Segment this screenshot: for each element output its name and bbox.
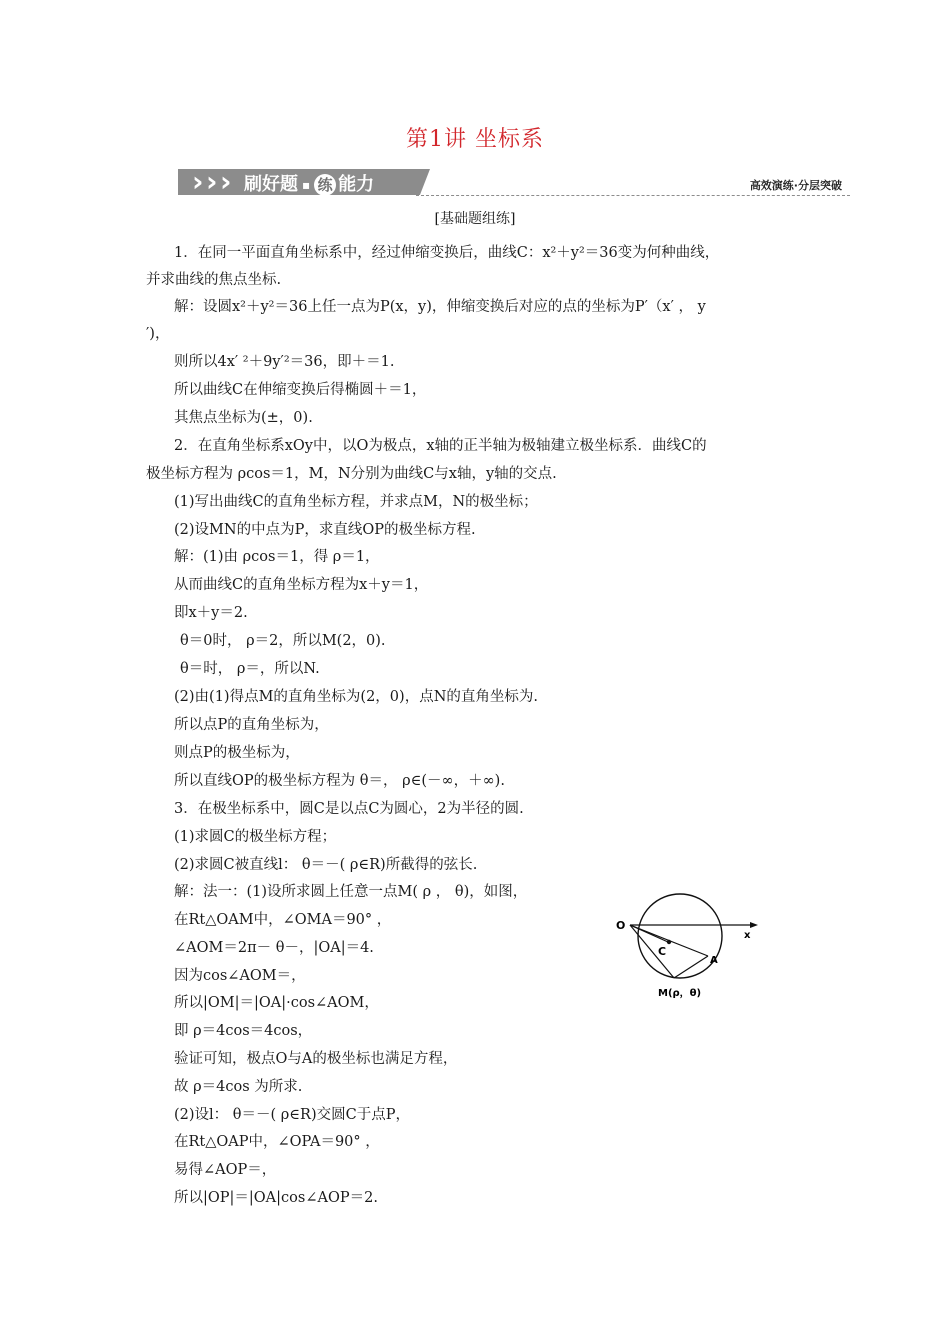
- section-banner: [178, 167, 850, 199]
- text-line: ′)，: [146, 326, 170, 342]
- text-line: 在Rt△OAM中，∠OMA＝90° ，: [174, 912, 392, 928]
- text-line: 其焦点坐标为(±，0).: [174, 410, 313, 426]
- text-line: 所以点P的直角坐标为，: [174, 717, 329, 733]
- text-line: 1．在同一平面直角坐标系中，经过伸缩变换后，曲线C：x²＋y²＝36变为何种曲线，: [174, 245, 720, 261]
- text-line: ∠AOM＝2π－ θ－，|OA|＝4.: [174, 940, 374, 956]
- page-title: 第1讲 坐标系: [406, 127, 544, 152]
- text-line: 即 ρ＝4cos＝4cos，: [174, 1023, 313, 1039]
- text-line: 所以|OP|＝|OA|cos∠AOP＝2.: [174, 1190, 378, 1206]
- text-line: 极坐标方程为 ρcos＝1，M，N分别为曲线C与x轴，y轴的交点.: [146, 466, 557, 482]
- label-C: C: [658, 945, 667, 958]
- banner-left-label: 刷好题: [244, 174, 298, 195]
- text-line: 所以直线OP的极坐标方程为 θ＝， ρ∈(－∞，＋∞).: [174, 773, 505, 789]
- text-line: 解：设圆x²＋y²＝36上任一点为P(x，y)，伸缩变换后对应的点的坐标为P′（x′ ， y: [174, 299, 706, 315]
- text-line: (1)求圆C的极坐标方程；: [174, 829, 337, 845]
- text-line: θ＝0时， ρ＝2，所以M(2，0).: [180, 633, 386, 649]
- text-line: 易得∠AOP＝，: [174, 1162, 277, 1178]
- text-line: 即x＋y＝2.: [174, 605, 248, 621]
- segment-OC: [630, 925, 668, 942]
- section-title: [基础题组练]: [434, 211, 516, 227]
- text-line: (1)写出曲线C的直角坐标方程，并求点M，N的极坐标；: [174, 494, 538, 510]
- text-line: 2．在直角坐标系xOy中，以O为极点，x轴的正半轴为极轴建立极坐标系．曲线C的: [174, 438, 707, 454]
- axis-arrowhead: [750, 922, 758, 928]
- text-line: 所以|OM|＝|OA|·cos∠AOM，: [174, 995, 379, 1011]
- text-line: 验证可知，极点O与A的极坐标也满足方程，: [174, 1051, 458, 1067]
- text-line: 从而曲线C的直角坐标方程为x＋y＝1，: [174, 577, 429, 593]
- banner-circle-char: 练: [314, 174, 336, 196]
- text-line: 因为cos∠AOM＝，: [174, 968, 306, 984]
- text-line: 解：(1)由 ρcos＝1，得 ρ＝1，: [174, 549, 380, 565]
- label-x: x: [744, 930, 751, 941]
- label-O: O: [616, 919, 626, 932]
- text-line: (2)由(1)得点M的直角坐标为(2，0)，点N的直角坐标为.: [174, 689, 538, 705]
- segment-OM: [630, 925, 674, 978]
- banner-mid-label: 能力: [338, 174, 375, 195]
- banner-dot: ▪: [302, 178, 311, 192]
- text-line: 则所以4x′ ²＋9y′²＝36，即＋＝1.: [174, 354, 395, 370]
- banner-dashed-rule: [416, 195, 850, 196]
- text-line: 在Rt△OAP中，∠OPA＝90° ，: [174, 1134, 380, 1150]
- chevron-right-icon: ›: [192, 165, 204, 198]
- banner-right-label: 高效演练·分层突破: [749, 179, 842, 192]
- label-A: A: [710, 955, 718, 966]
- chevron-right-icon: ›: [220, 165, 232, 198]
- text-line: (2)设l： θ＝－( ρ∈R)交圆C于点P，: [174, 1107, 410, 1123]
- center-point: [667, 940, 671, 944]
- label-M: M(ρ，θ): [658, 988, 702, 999]
- text-line: (2)求圆C被直线l： θ＝－( ρ∈R)所截得的弦长.: [174, 857, 478, 873]
- text-line: 解：法一：(1)设所求圆上任意一点M( ρ ， θ)，如图，: [174, 884, 528, 900]
- banner-text: [244, 170, 374, 196]
- text-line: θ＝时， ρ＝，所以N.: [180, 661, 320, 677]
- chevron-right-icon: ›: [206, 165, 218, 198]
- text-line: (2)设MN的中点为P，求直线OP的极坐标方程.: [174, 522, 476, 538]
- circle-diagram: [608, 892, 764, 1004]
- text-line: 故 ρ＝4cos 为所求.: [174, 1079, 303, 1095]
- text-line: 则点P的极坐标为，: [174, 745, 300, 761]
- segment-MA: [674, 956, 708, 978]
- text-line: 所以曲线C在伸缩变换后得椭圆＋＝1，: [174, 382, 427, 398]
- text-line: 3．在极坐标系中，圆C是以点C为圆心，2为半径的圆.: [174, 801, 524, 817]
- text-line: 并求曲线的焦点坐标.: [146, 272, 282, 288]
